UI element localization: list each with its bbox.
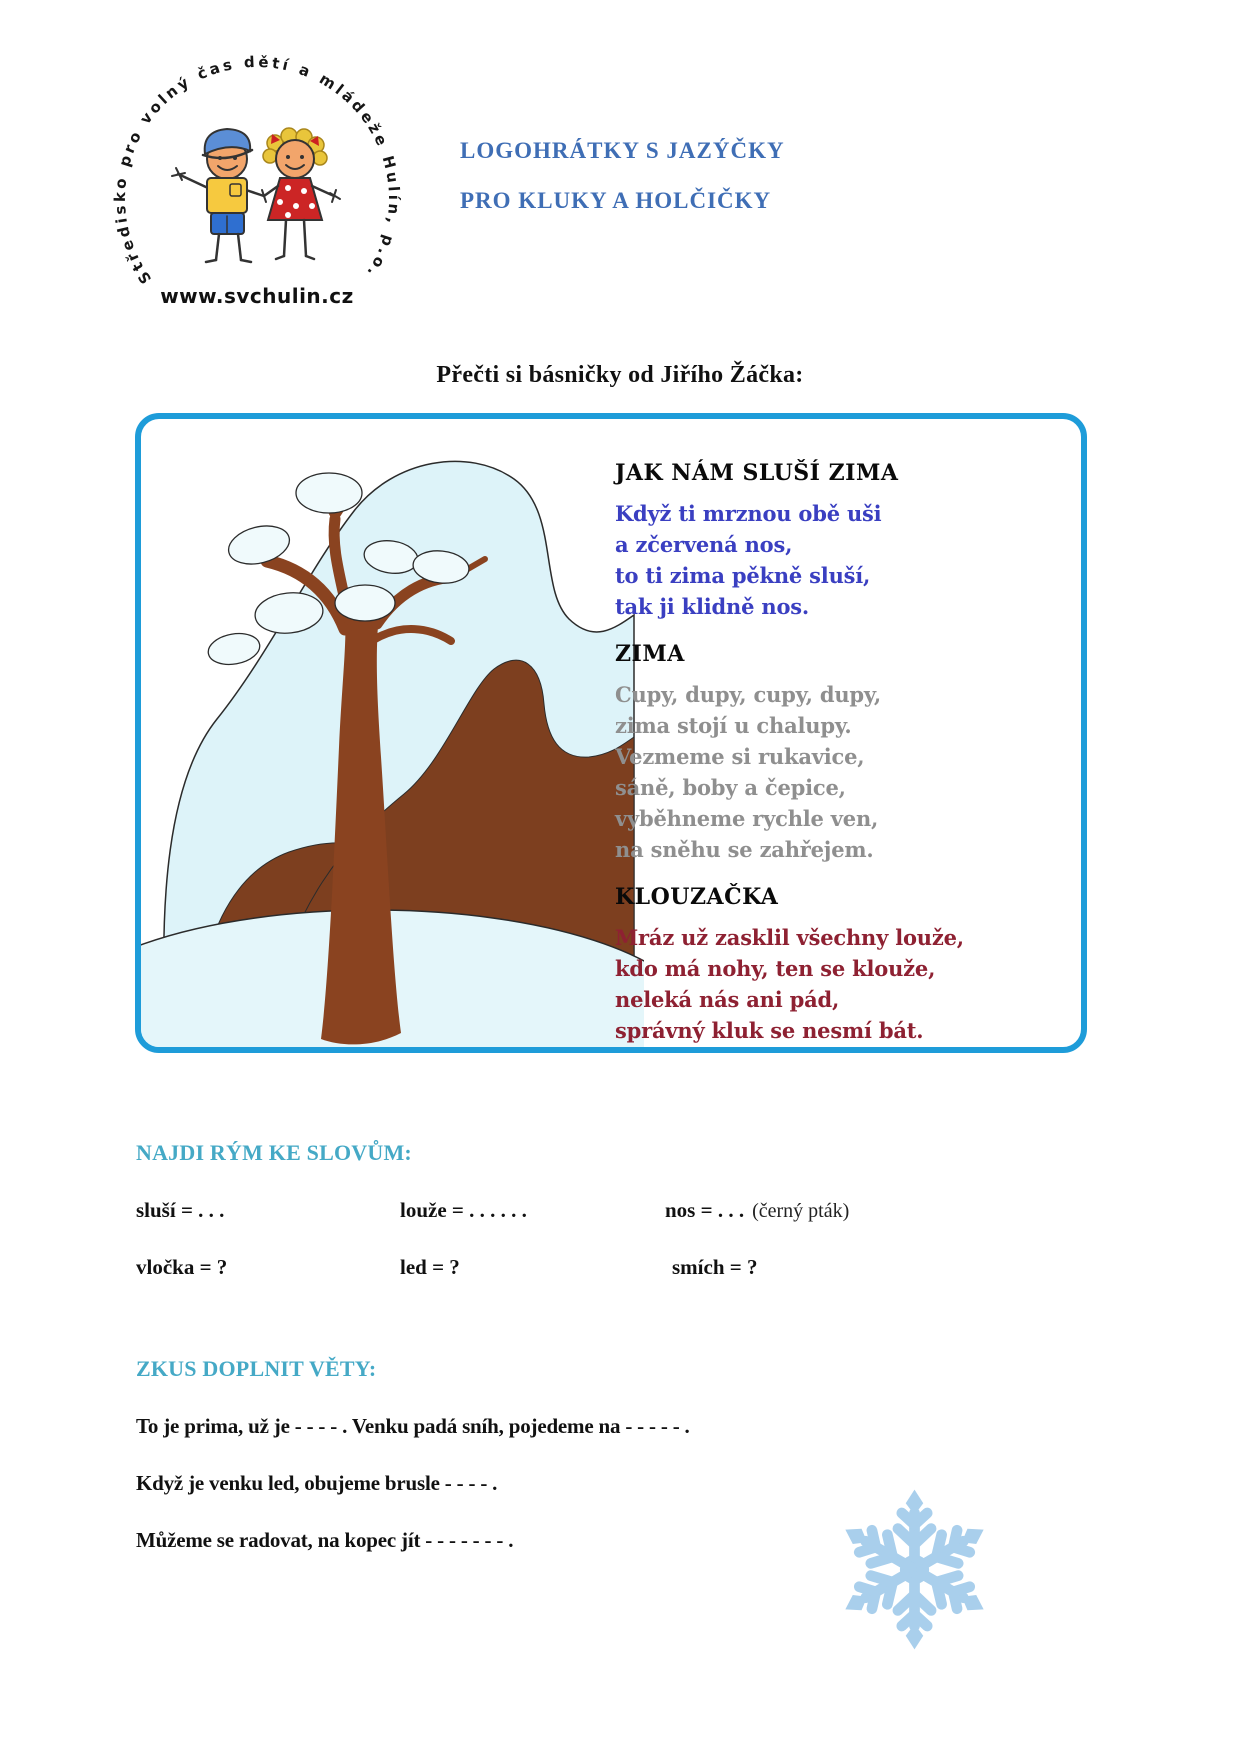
fill-in-sentence: Můžeme se radovat, na kopec jít - - - - - - - . [136, 1528, 514, 1552]
poem-line: na sněhu se zahřejem. [615, 837, 874, 862]
poem-zima [615, 638, 987, 865]
poem-line: a zčervená nos, [615, 532, 793, 557]
winter-scene-illustration [139, 417, 644, 1051]
logo-website: www.svchulin.cz [160, 284, 354, 308]
poem-line: sáně, boby a čepice, [615, 775, 846, 800]
rhyme-word-slusi: sluší = . . . [136, 1198, 225, 1222]
rhyme-word-nos-text: nos = . . . [665, 1198, 745, 1222]
fill-in-sentence: Když je venku led, obujeme brusle - - - - . [136, 1471, 498, 1495]
poem-line: kdo má nohy, ten se klouže, [615, 956, 936, 981]
snowflake-icon [822, 1477, 1007, 1662]
rhyme-word-louze: louže = . . . . . . [400, 1198, 527, 1222]
poem-title: KLOUZAČKA [615, 884, 779, 910]
rhyme-row [136, 1198, 1116, 1228]
logo [92, 46, 422, 314]
rhyme-row [136, 1255, 1116, 1285]
fill-in-sentence: To je prima, už je - - - - . Venku padá sníh, pojedeme na - - - - - . [136, 1414, 690, 1438]
poem-jak-nam-slusi-zima [615, 457, 987, 622]
poem-line: tak ji klidně nos. [615, 594, 809, 619]
rhyme-section-heading: NAJDI RÝM KE SLOVŮM: [136, 1140, 412, 1165]
poem-line: Mráz už zasklil všechny louže, [615, 925, 964, 950]
poem-line: to ti zima pěkně sluší, [615, 563, 871, 588]
intro-heading: Přečti si básničky od Jiřího Žáčka: [436, 362, 804, 388]
logo-graphic [92, 46, 422, 314]
page-header [460, 138, 785, 238]
poems-column [615, 457, 987, 1053]
poem-title: ZIMA [615, 641, 685, 667]
poem-klouzacka [615, 881, 987, 1046]
poem-line: zima stojí u chalupy. [615, 713, 852, 738]
poem-line: Když ti mrznou obě uši [615, 501, 882, 526]
rhyme-word-led: led = ? [400, 1255, 460, 1279]
sentences-section-heading: ZKUS DOPLNIT VĚTY: [136, 1356, 377, 1381]
poem-line: neleká nás ani pád, [615, 987, 840, 1012]
poem-title: JAK NÁM SLUŠÍ ZIMA [615, 460, 899, 486]
header-line-2: PRO KLUKY A HOLČIČKY [460, 188, 772, 213]
logo-children-illustration [172, 128, 340, 262]
poem-line: vyběhneme rychle ven, [615, 806, 879, 831]
poem-box [135, 413, 1087, 1053]
logo-arc-text: Středisko pro volný čas dětí a mládeže Hulín, p.o. [110, 52, 404, 288]
poem-line: Vezmeme si rukavice, [615, 744, 865, 769]
poem-line: správný kluk se nesmí bát. [615, 1018, 924, 1043]
svg-text:Středisko pro volný čas dětí a [111, 53, 403, 287]
rhyme-word-nos [665, 1198, 849, 1223]
rhyme-word-smich: smích = ? [672, 1255, 758, 1279]
header-line-1: LOGOHRÁTKY S JAZÝČKY [460, 138, 785, 163]
rhyme-hint-note: (černý pták) [752, 1200, 850, 1222]
poem-line: Cupy, dupy, cupy, dupy, [615, 682, 882, 707]
rhyme-word-vlocka: vločka = ? [136, 1255, 228, 1279]
